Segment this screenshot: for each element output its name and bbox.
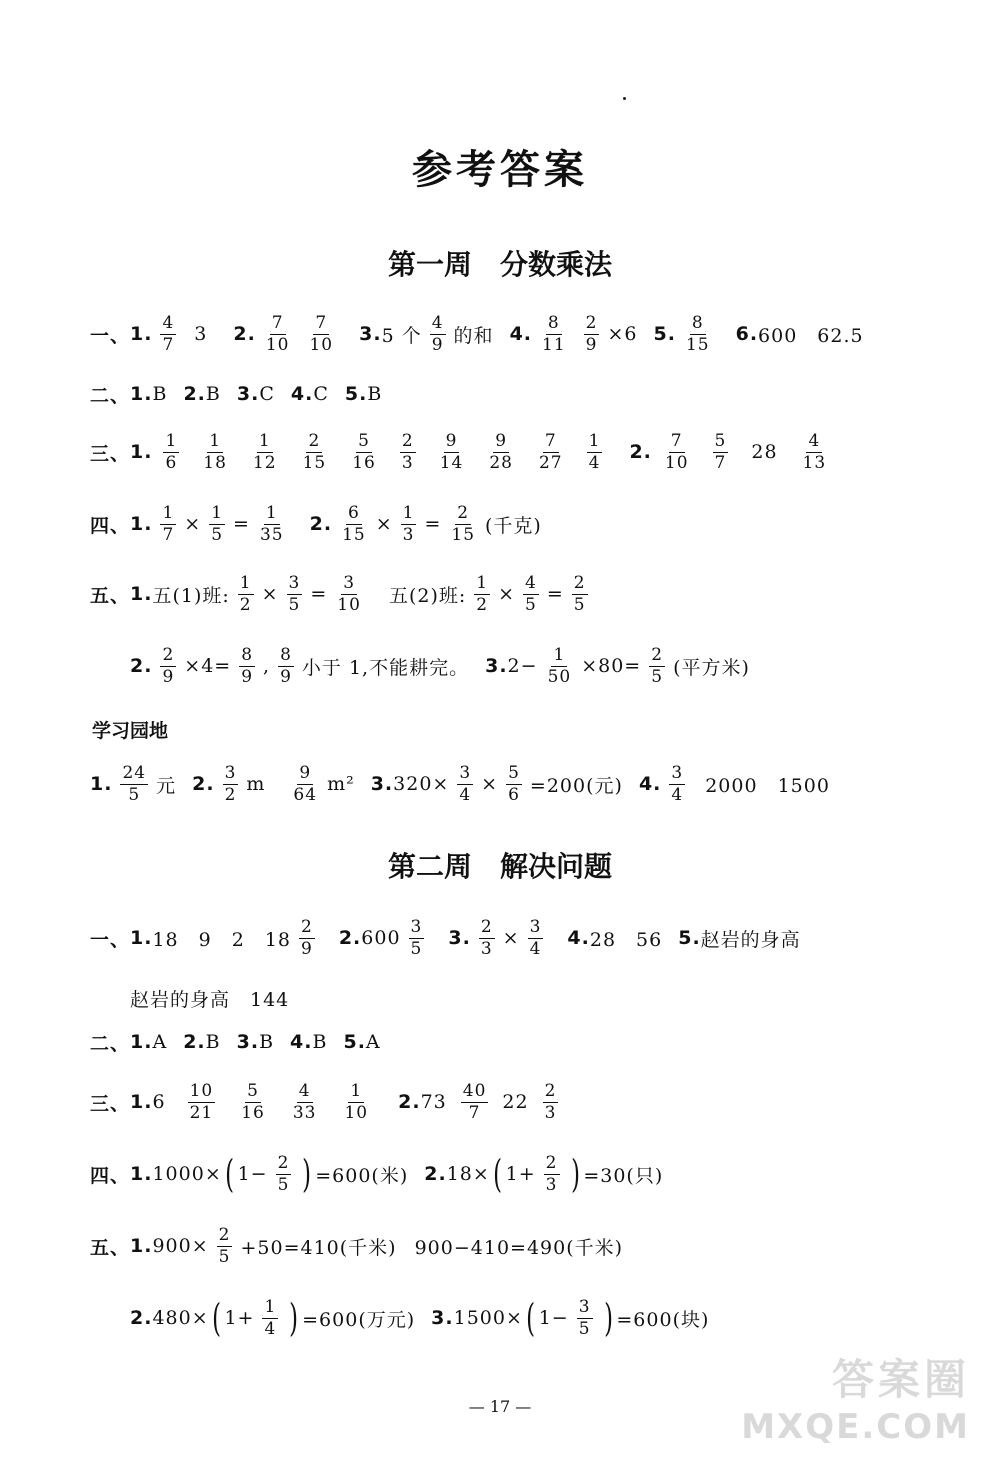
fraction: $\frac{1}{35}$ [259, 502, 284, 545]
fraction: $\frac{1}{2}$ [239, 572, 252, 615]
page-title: 参考答案 [412, 147, 588, 193]
fraction: $\frac{1}{50}$ [547, 644, 572, 687]
fraction: $\frac{8}{11}$ [542, 312, 566, 355]
fraction: $\frac{4}{13}$ [802, 430, 827, 473]
fraction: $\frac{8}{15}$ [685, 312, 710, 355]
week2-heading: 第二周 解决问题 [387, 850, 612, 883]
fraction: $\frac{1}{2}$ [476, 572, 489, 615]
fraction: $\frac{3}{4}$ [671, 762, 684, 805]
week1-q5-line1: 五、 1. 五(1)班: $\frac{1}{2}$ × $\frac{3}{5}$ = $\frac{3}{10}$ 五(2)班: $\frac{1}{2}$ × $\frac{4}{5}$ = $\frac{2}{5}$ [90, 572, 586, 615]
fraction: $\frac{1}{6}$ [165, 430, 178, 473]
fraction: $\frac{5}{6}$ [508, 762, 520, 805]
week1-q3: 三、 1. $\frac{1}{6}$ $\frac{1}{18}$ $\frac{1}{12}$ $\frac{2}{15}$ $\frac{5}{16}$ $\frac{2}{3}$ $\frac{9}{14}$ $\frac{9}{28}$ $\frac{7}{27}$ $\frac{1}{4}$ 2. $\frac{7}{10}$ $\frac{5}{7}$ 28 $\frac{4}{13}$ [90, 430, 827, 473]
fraction: $\frac{2}{9}$ [585, 312, 598, 355]
fraction: $\frac{1}{4}$ [264, 1296, 277, 1339]
fraction: $\frac{2}{3}$ [401, 430, 414, 473]
fraction: $\frac{2}{5}$ [573, 572, 586, 615]
page-number: — 17 — [468, 1397, 532, 1416]
fraction: $\frac{1}{7}$ [162, 502, 175, 545]
fraction: $\frac{1}{18}$ [203, 430, 227, 473]
fraction: $\frac{2}{15}$ [302, 430, 327, 473]
fraction: $\frac{2}{9}$ [162, 644, 175, 687]
fraction: $\frac{6}{15}$ [342, 502, 366, 545]
fraction: $\frac{3}{4}$ [459, 762, 472, 805]
week1-q4: 四、 1. $\frac{1}{7}$ × $\frac{1}{5}$ = $\frac{1}{35}$ 2. $\frac{6}{15}$ × $\frac{1}{3}$ = $\frac{2}{15}$ (千克) [90, 502, 542, 545]
fraction: $\frac{2}{5}$ [277, 1152, 290, 1195]
fraction: $\frac{2}{3}$ [545, 1152, 558, 1195]
fraction: $\frac{3}{2}$ [224, 762, 237, 805]
garden-answers: 1. $\frac{24}{5}$ 元 2. $\frac{3}{2}$ m $\frac{9}{64}$ m² 3. 320× $\frac{3}{4}$ × $\frac{5}{6}$ =200(元) 4. $\frac{3}{4}$ 2000 1500 [90, 762, 830, 805]
fraction: $\frac{1}{10}$ [344, 1080, 369, 1123]
fraction: $\frac{4}{7}$ [162, 312, 175, 355]
week2-q2: 二、 1. A 2. B 3. B 4. B 5. A [90, 1031, 381, 1055]
fraction: $\frac{1}{5}$ [211, 502, 224, 545]
fraction: $\frac{2}{9}$ [301, 916, 313, 959]
fraction: $\frac{4}{9}$ [431, 312, 444, 355]
fraction: $\frac{7}{27}$ [538, 430, 563, 473]
fraction: $\frac{2}{5}$ [218, 1224, 231, 1267]
fraction: $\frac{2}{15}$ [451, 502, 476, 545]
dot-mark [623, 97, 626, 100]
fraction: $\frac{5}{16}$ [352, 430, 376, 473]
week2-q3: 三、 1. 6 $\frac{10}{21}$ $\frac{5}{16}$ $\frac{4}{33}$ $\frac{1}{10}$ 2. 73 $\frac{40}{7}$ 22 $\frac{2}{3}$ [90, 1080, 557, 1123]
week2-q1: 一、 1. 18 9 2 18 $\frac{2}{9}$ 2. 600 $\frac{3}{5}$ 3. $\frac{2}{3}$ × $\frac{3}{4}$ 4. 28 56 5. 赵岩的身高 [90, 916, 801, 959]
garden-heading: 学习园地 [92, 720, 169, 742]
fraction: $\frac{3}{5}$ [410, 916, 423, 959]
fraction: $\frac{10}{21}$ [189, 1080, 214, 1123]
fraction: $\frac{9}{14}$ [439, 430, 464, 473]
week2-q4: 四、 1. 1000× ( 1− $\frac{2}{5}$ ) =600(米) 2. 18× ( 1+ $\frac{2}{3}$ ) =30(只) [90, 1152, 664, 1196]
fraction: $\frac{9}{28}$ [489, 430, 513, 473]
fraction: $\frac{40}{7}$ [462, 1080, 487, 1123]
week1-q1: 一、 1. $\frac{4}{7}$ 3 2. $\frac{7}{10}$ $\frac{7}{10}$ 3. 5 个 $\frac{4}{9}$ 的和 4. $\frac{8}{11}$ $\frac{2}{9}$ ×6 5. $\frac{8}{15}$ 6. 600 62.5 [90, 312, 864, 355]
fraction: $\frac{1}{12}$ [252, 430, 277, 473]
fraction: $\frac{24}{5}$ [122, 762, 147, 805]
watermark-logo: 答案圈 MXQE.COM [741, 1355, 970, 1447]
fraction: $\frac{5}{7}$ [714, 430, 727, 473]
fraction: $\frac{9}{64}$ [293, 762, 318, 805]
fraction: $\frac{8}{9}$ [241, 644, 254, 687]
week2-q5-line2: 2. 480× ( 1+ $\frac{1}{4}$ ) =600(万元) 3. 1500× ( 1− $\frac{3}{5}$ ) =600(块) [130, 1296, 710, 1340]
fraction: $\frac{1}{4}$ [588, 430, 601, 473]
fraction: $\frac{4}{33}$ [292, 1080, 317, 1123]
fraction: $\frac{4}{5}$ [525, 572, 537, 615]
fraction: $\frac{2}{3}$ [480, 916, 493, 959]
week1-q2: 二、 1. B 2. B 3. C 4. C 5. B [90, 383, 383, 407]
fraction: $\frac{3}{5}$ [578, 1296, 591, 1339]
fraction: $\frac{8}{9}$ [280, 644, 292, 687]
fraction: $\frac{2}{5}$ [651, 644, 664, 687]
fraction: $\frac{7}{10}$ [664, 430, 689, 473]
fraction: $\frac{3}{10}$ [337, 572, 361, 615]
fraction: $\frac{3}{5}$ [288, 572, 301, 615]
fraction: $\frac{2}{3}$ [544, 1080, 557, 1123]
fraction: $\frac{7}{10}$ [309, 312, 334, 355]
week2-q1-cont: 赵岩的身高 144 [130, 988, 290, 1011]
week1-heading: 第一周 分数乘法 [387, 248, 612, 281]
week2-q5-line1: 五、 1. 900× $\frac{2}{5}$ +50=410(千米) 900−410=490(千米) [90, 1224, 624, 1267]
fraction: $\frac{1}{3}$ [402, 502, 415, 545]
fraction: $\frac{3}{4}$ [529, 916, 542, 959]
fraction: $\frac{5}{16}$ [241, 1080, 265, 1123]
fraction: $\frac{7}{10}$ [265, 312, 290, 355]
week1-q5-line2: 2. $\frac{2}{9}$ ×4= $\frac{8}{9}$ , $\frac{8}{9}$ 小于 1,不能耕完。 3. 2− $\frac{1}{50}$ ×80= $\frac{2}{5}$ (平方米) [130, 644, 750, 687]
